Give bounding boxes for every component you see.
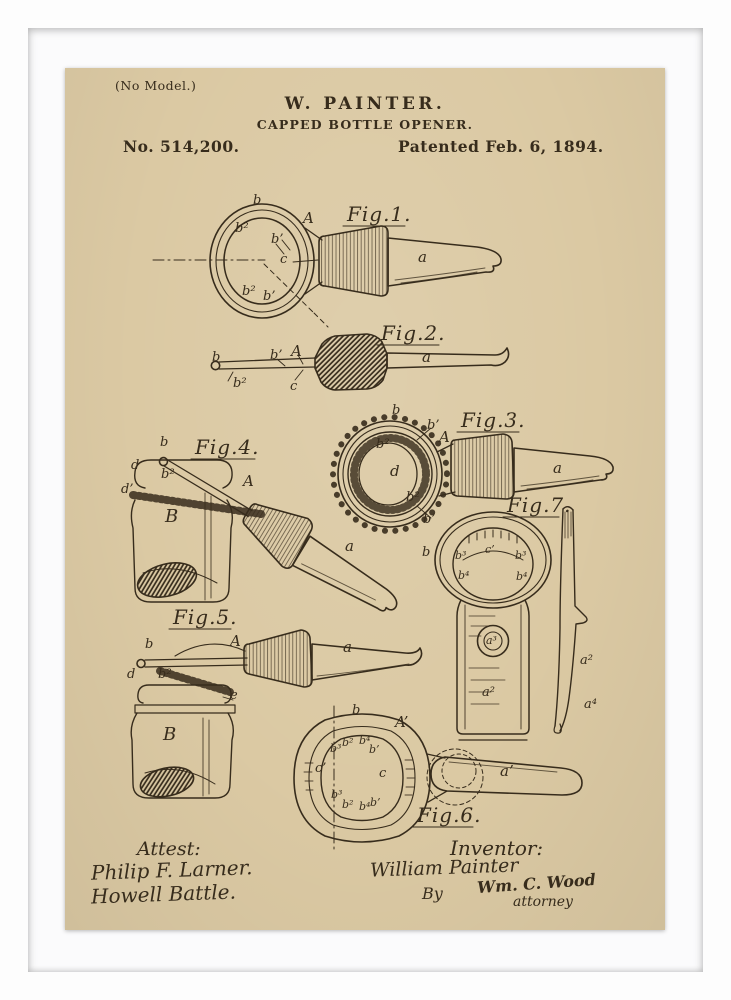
fig2-label: Fig.2. <box>381 321 446 345</box>
fig1-part-b2b: b² <box>242 284 256 299</box>
fig3-part-d: d <box>390 462 400 480</box>
fig5-label: Fig.5. <box>173 605 238 629</box>
fig4-part-B: B <box>165 506 179 527</box>
fig7-part-a2: a² <box>482 685 495 700</box>
fig6-part-bpb: b’ <box>370 796 381 809</box>
fig6-part-b3t: b³ <box>330 742 342 755</box>
fig6-label: Fig.6. <box>417 803 482 827</box>
fig2-drawing <box>211 334 508 390</box>
fig7-part-b3l: b³ <box>455 549 467 562</box>
fig3-part-b: b <box>392 403 401 418</box>
fig6-part-Ap: A’ <box>395 713 409 731</box>
fig4-label: Fig.4. <box>195 435 260 459</box>
patent-date: Patented Feb. 6, 1894. <box>398 137 604 156</box>
fig7-part-cp: c’ <box>485 543 495 556</box>
fig7-part-a2-side: a² <box>580 653 593 668</box>
fig2-part-a: a <box>422 348 431 366</box>
fig1-label: Fig.1. <box>347 202 412 226</box>
fig5-part-b2: b² <box>158 667 172 682</box>
fig3-part-bp: b’ <box>427 418 440 433</box>
fig4-part-A: A <box>243 472 254 490</box>
fig6-part-b4t: b⁴ <box>359 734 371 747</box>
fig6-part-b3b: b³ <box>331 788 343 801</box>
attest-label: Attest: <box>137 838 201 860</box>
fig2-part-b: b <box>212 350 221 365</box>
fig6-drawing <box>294 706 582 852</box>
fig4-part-b: b <box>160 435 169 450</box>
witness-signature-1: Philip F. Larner. <box>90 855 253 885</box>
fig5-part-A: A <box>230 632 241 650</box>
fig6-part-ap: a’ <box>500 762 514 780</box>
fig4-part-d: d <box>131 458 140 473</box>
applicant-name: W. PAINTER. <box>284 94 446 114</box>
fig5-part-B: B <box>163 724 177 745</box>
fig3-part-b2: b² <box>376 437 390 452</box>
fig6-part-bpt: b’ <box>369 743 380 756</box>
fig3-part-a: a <box>553 459 562 477</box>
fig2-part-A: A <box>291 342 302 360</box>
fig3-label: Fig.3. <box>461 408 526 432</box>
fig2-part-c: c <box>290 379 298 394</box>
fig4-part-dp: d’ <box>121 482 134 497</box>
fig6-part-c: c <box>379 766 387 781</box>
no-model-note: (No Model.) <box>115 78 197 93</box>
fig3-part-b2b: b² <box>406 490 420 505</box>
fig1-part-b2: b² <box>235 221 249 236</box>
fig2-part-b2: b² <box>233 376 247 391</box>
invention-title: CAPPED BOTTLE OPENER. <box>256 117 474 132</box>
fig5-part-d: d <box>127 667 136 682</box>
fig6-part-b: b <box>352 703 361 718</box>
inventor-label: Inventor: <box>450 836 544 860</box>
inventor-signature: William Painter <box>369 854 519 882</box>
fig1-part-c: c <box>280 252 288 267</box>
fig6-part-b2t: b² <box>342 736 354 749</box>
fig3-part-A: A <box>439 428 450 446</box>
fig7-part-b: b <box>422 545 431 560</box>
fig1-part-bpb: b’ <box>263 289 276 304</box>
fig4-part-a: a <box>345 537 354 555</box>
fig6-part-cp: c’ <box>315 761 327 776</box>
fig7-drawing <box>435 507 587 740</box>
fig7-part-b3r: b³ <box>515 549 527 562</box>
fig1-part-A: A <box>303 209 314 227</box>
fig5-part-e: e <box>230 688 238 703</box>
witness-signature-2: Howell Battle. <box>90 879 237 909</box>
fig7-part-a3: a³ <box>486 634 497 647</box>
attorney-signature: Wm. C. Wood <box>476 869 597 898</box>
fig6-part-b2b: b² <box>342 798 354 811</box>
fig3-part-bpb: b’ <box>423 512 436 527</box>
fig5-part-a: a <box>343 638 352 656</box>
fig5-part-b: b <box>145 637 154 652</box>
fig7-part-b4r: b⁴ <box>516 570 528 583</box>
fig2-part-bp: b’ <box>270 348 283 363</box>
fig7-label: Fig.7. <box>507 493 572 517</box>
fig1-part-bp: b’ <box>271 232 284 247</box>
fig7-part-b4l: b⁴ <box>458 569 470 582</box>
fig1-part-b: b <box>253 193 262 208</box>
by-label: By <box>422 884 443 903</box>
fig6-part-b4b: b⁴ <box>359 800 371 813</box>
attorney-title: attorney <box>513 894 573 910</box>
fig4-part-b2: b² <box>161 467 175 482</box>
fig7-part-a4: a⁴ <box>584 697 597 712</box>
fig1-drawing <box>153 204 501 327</box>
patent-number: No. 514,200. <box>123 137 240 156</box>
fig1-part-a: a <box>418 248 427 266</box>
patent-sheet <box>65 68 665 930</box>
